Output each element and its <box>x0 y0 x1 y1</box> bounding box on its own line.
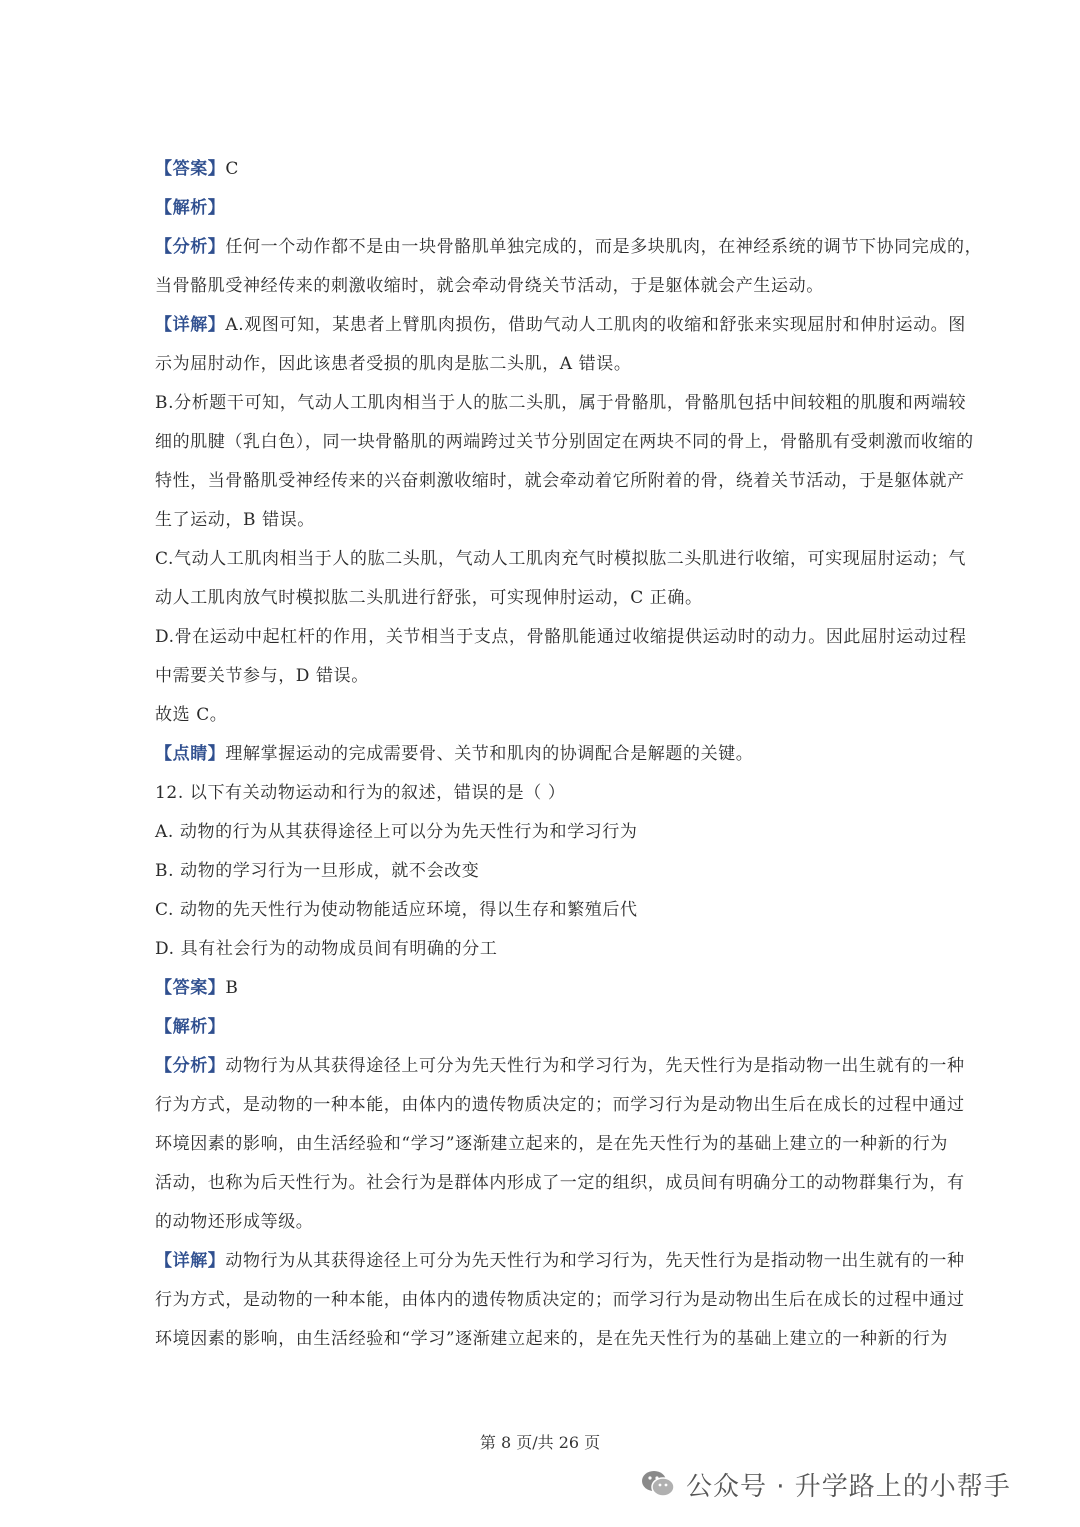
fenxi-line-2: 当骨骼肌受神经传来的刺激收缩时，就会牵动骨绕关节活动，于是躯体就会产生运动。 <box>155 276 824 296</box>
q12-fenxi-line-3: 环境因素的影响，由生活经验和“学习”逐渐建立起来的，是在先天性行为的基础上建立的一种新的行为 <box>155 1134 948 1154</box>
q12-analysis-heading <box>155 1016 967 1038</box>
option-b-explanation-2: 细的肌腱（乳白色），同一块骨骼肌的两端跨过关节分别固定在两块不同的骨上，骨骼肌有受刺激而收缩的 <box>155 432 974 452</box>
question-12-option-a: A. 动物的行为从其获得途径上可以分为先天性行为和学习行为 <box>155 822 638 842</box>
dianjing-text: 理解掌握运动的完成需要骨、关节和肌肉的协调配合是解题的关键。 <box>225 744 754 764</box>
option-c-explanation-2: 动人工肌肉放气时模拟肱二头肌进行舒张，可实现伸肘运动，C 正确。 <box>155 588 703 608</box>
answer-line <box>155 158 967 180</box>
fenxi-text: 任何一个动作都不是由一块骨骼肌单独完成的，而是多块肌肉，在神经系统的调节下协同完成的， <box>225 237 983 257</box>
option-b-explanation-1: B.分析题干可知，气动人工肌肉相当于人的肱二头肌，属于骨骼肌，骨骼肌包括中间较粗的肌腹和两端较 <box>155 393 967 413</box>
xiangjie-text: 动物行为从其获得途径上可分为先天性行为和学习行为，先天性行为是指动物一出生就有的一种 <box>225 1251 965 1271</box>
final-choice: 故选 C。 <box>155 705 228 725</box>
option-a-explanation-2: 示为屈肘动作，因此该患者受损的肌肉是肱二头肌，A 错误。 <box>155 354 632 374</box>
fenxi-text: 动物行为从其获得途径上可分为先天性行为和学习行为，先天性行为是指动物一出生就有的一种 <box>225 1056 965 1076</box>
option-d-explanation-2: 中需要关节参与，D 错误。 <box>155 666 369 686</box>
option-c-explanation-1: C.气动人工肌肉相当于人的肱二头肌，气动人工肌肉充气时模拟肱二头肌进行收缩，可实现屈肘运动；气 <box>155 549 967 569</box>
option-b-explanation-4: 生了运动，B 错误。 <box>155 510 315 530</box>
q12-fenxi-line-1 <box>155 1055 967 1077</box>
question-12-option-c: C. 动物的先天性行为使动物能适应环境，得以生存和繁殖后代 <box>155 900 638 920</box>
q12-fenxi-line-4: 活动，也称为后天性行为。社会行为是群体内形成了一定的组织，成员间有明确分工的动物群集行为，有 <box>155 1173 965 1193</box>
analysis-heading <box>155 197 967 219</box>
answer-value: C <box>225 159 240 179</box>
wechat-watermark <box>640 1462 1011 1506</box>
answer-tag: 【答案】 <box>155 978 226 998</box>
xiangjie-tag: 【详解】 <box>155 315 226 335</box>
q12-answer-line <box>155 977 967 999</box>
wechat-icon <box>640 1468 676 1500</box>
analysis-tag: 【解析】 <box>155 1017 226 1037</box>
xiangjie-text: A.观图可知，某患者上臂肌肉损伤，借助气动人工肌肉的收缩和舒张来实现屈肘和伸肘运动。图 <box>225 315 966 335</box>
q12-xiangjie-line-3: 环境因素的影响，由生活经验和“学习”逐渐建立起来的，是在先天性行为的基础上建立的一种新的行为 <box>155 1329 948 1349</box>
watermark-text: 公众号 · 升学路上的小帮手 <box>686 1471 1011 1502</box>
page-number: 第 8 页/共 26 页 <box>479 1433 601 1452</box>
q12-xiangjie-line-1 <box>155 1250 967 1272</box>
option-b-explanation-3: 特性，当骨骼肌受神经传来的兴奋刺激收缩时，就会牵动着它所附着的骨，绕着关节活动，于是躯体就产 <box>155 471 965 491</box>
fenxi-line-1 <box>155 236 983 258</box>
question-12-option-b: B. 动物的学习行为一旦形成，就不会改变 <box>155 861 480 881</box>
q12-fenxi-line-5: 的动物还形成等级。 <box>155 1212 314 1232</box>
question-12-stem: 12. 以下有关动物运动和行为的叙述，错误的是（ ） <box>155 783 566 803</box>
answer-value: B <box>225 978 239 998</box>
option-d-explanation-1: D.骨在运动中起杠杆的作用，关节相当于支点，骨骼肌能通过收缩提供运动时的动力。因此屈肘运动过程 <box>155 627 967 647</box>
xiangjie-tag: 【详解】 <box>155 1251 226 1271</box>
q12-xiangjie-line-2: 行为方式，是动物的一种本能，由体内的遗传物质决定的；而学习行为是动物出生后在成长的过程中通过 <box>155 1290 965 1310</box>
fenxi-tag: 【分析】 <box>155 1056 226 1076</box>
dianjing-tag: 【点睛】 <box>155 744 226 764</box>
q12-fenxi-line-2: 行为方式，是动物的一种本能，由体内的遗传物质决定的；而学习行为是动物出生后在成长的过程中通过 <box>155 1095 965 1115</box>
analysis-tag: 【解析】 <box>155 198 226 218</box>
question-12-option-d: D. 具有社会行为的动物成员间有明确的分工 <box>155 939 498 959</box>
xiangjie-line-1 <box>155 314 967 336</box>
answer-tag: 【答案】 <box>155 159 226 179</box>
dianjing-line <box>155 743 967 765</box>
fenxi-tag: 【分析】 <box>155 237 226 257</box>
